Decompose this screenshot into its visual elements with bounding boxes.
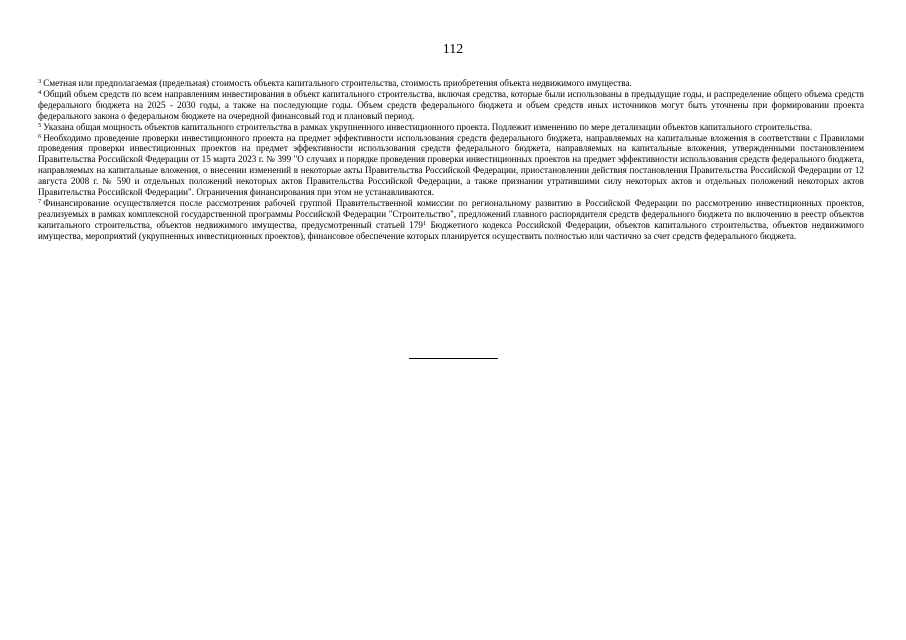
footnote-4: [38, 89, 864, 122]
footnote-marker: 3: [38, 78, 42, 85]
footnote-text-continued: Бюджетного кодекса Российской Федерации, объектов капитального строительства, объектов недвижимого имущества, мероприятий (укрупненных инвестиционных проектов), финансовое обеспечение которых планируется осуществить полностью или частично за счет средств федерального бюджета.: [38, 219, 864, 241]
footnote-text: Указана общая мощность объектов капитального строительства в рамках укрупненного инвестиционного проекта. Подлежит изменению по мере детализации объектов капитального строительства.: [43, 121, 813, 132]
footnote-marker: 5: [38, 121, 42, 129]
footnote-5: [38, 122, 864, 133]
footnote-3: [38, 78, 864, 89]
article-superscript: 1: [422, 219, 427, 227]
footnote-marker: 7: [38, 197, 42, 205]
page-number: 112: [442, 42, 464, 57]
footnote-text: Общий объем средств по всем направлениям инвестирования в объект капитального строительства, включая средства, которые были использованы в предыдущие годы, и распределение общего объема средств федерального бюджета на 2025 - 2030 годы, а также на последующие годы. Объем средств федерального бюджета и объем средств иных источников могут быть уточнены при формировании проекта федерального закона о федеральном бюджете на очередной финансовый год и плановый период.: [38, 88, 864, 121]
footnote-text: Необходимо проведение проверки инвестиционного проекта на предмет эффективности использования средств федерального бюджета, направляемых на капитальные вложения в соответствии с Правилами проведения проверки инвестиционных проектов на предмет эффективности использования средств федерального бюджета, направляемых на капитальные вложения, утвержденными постановлением Правительства Российской Федерации от 15 марта 2023 г. № 399 "О случаях и порядке проведения проверки инвестиционных проектов на предмет эффективности использования средств федерального бюджета, направляемых на капитальные вложения, о внесении изменений в некоторые акты Правительства Российской Федерации, приостановлении действия постановления Правительства Российской Федерации от 12 августа 2008 г. № 590 и отдельных положений некоторых актов Правительства Российской Федерации, а также признании утратившими силу некоторых актов и отдельных положений некоторых актов Правительства Российской Федерации". Ограничения финансирования при этом не устанавливаются.: [38, 132, 864, 198]
end-rule: [409, 358, 498, 359]
footnotes-section: [38, 78, 864, 242]
footnote-text: Сметная или предполагаемая (предельная) стоимость объекта капитального строительства, стоимость приобретения объекта недвижимого имущества.: [43, 78, 632, 88]
footnote-marker: 4: [38, 88, 42, 96]
footnote-6: [38, 133, 864, 198]
footnote-marker: 6: [38, 132, 42, 140]
footnote-7: [38, 198, 864, 242]
footnote-text: Финансирование осуществляется после рассмотрения рабочей группой Правительственной комиссии по региональному развитию в Российской Федерации по рассмотрению инвестиционных проектов, реализуемых в рамках комплексной государственной программы Российской Федерации "Строительство", предложений главного распорядителя средств федерального бюджета по включению в реестр объектов капитального строительства, объектов недвижимого имущества, предусмотренный статьей 179: [38, 197, 864, 230]
